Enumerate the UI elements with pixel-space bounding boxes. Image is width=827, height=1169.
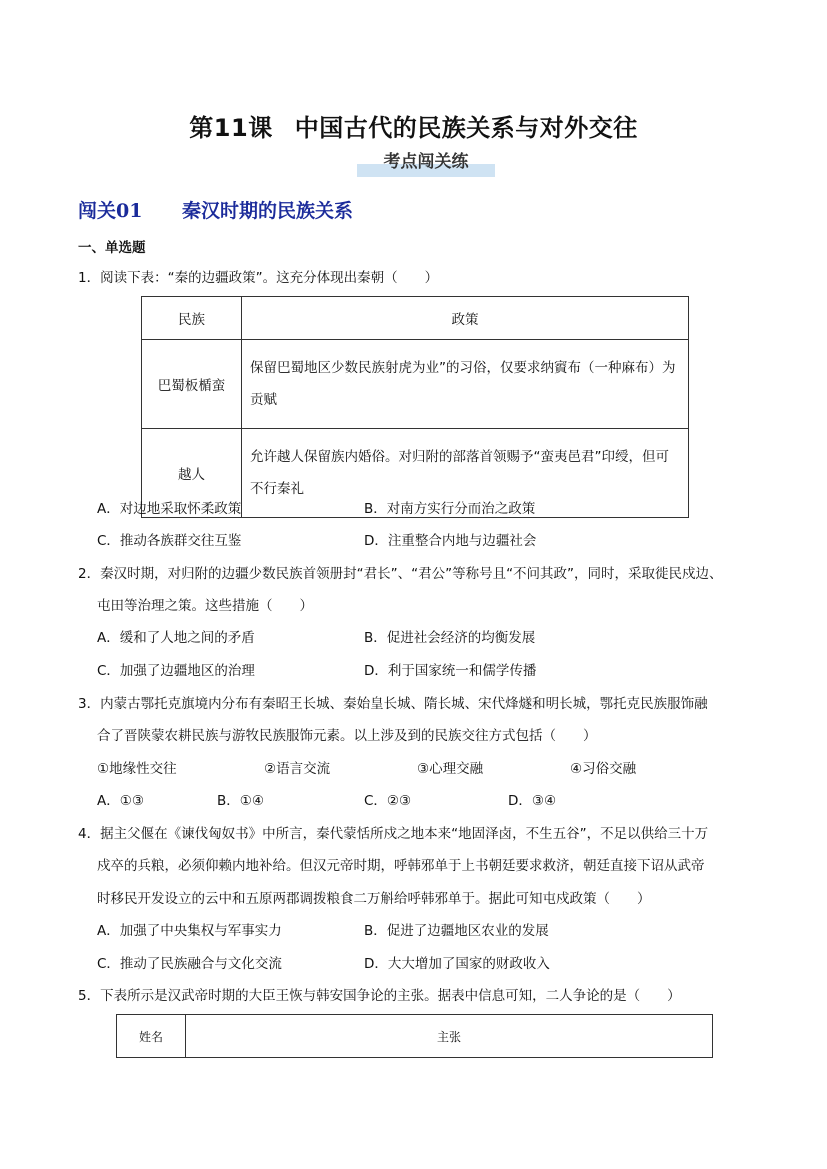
q3-option-a[interactable]: A．①③ (97, 793, 144, 809)
section-number: 闯关01 (78, 200, 143, 222)
subtitle-banner (357, 146, 495, 180)
q2-option-c[interactable]: C．加强了边疆地区的治理 (97, 663, 255, 679)
q3-item: ③心理交融 (417, 761, 484, 777)
table-header-cell: 民族 (142, 297, 242, 340)
q4-option-a[interactable]: A．加强了中央集权与军事实力 (97, 923, 282, 939)
q4-option-c[interactable]: C．推动了民族融合与文化交流 (97, 956, 282, 972)
q4-stem-line: 4．据主父偃在《谏伐匈奴书》中所言，秦代蒙恬所戍之地本来“地固泽卤，不生五谷”，不足以供给三十万 (78, 826, 709, 842)
section-heading (78, 196, 353, 223)
q1-option-a[interactable]: A．对边地采取怀柔政策 (97, 501, 242, 517)
table-cell-people: 巴蜀板楯蛮 (142, 340, 242, 429)
table-cell-policy: 保留巴蜀地区少数民族射虎为业”的习俗，仅要求纳賨布（一种麻布）为贡赋 (242, 340, 689, 429)
q5-table (116, 1014, 713, 1058)
table-header-row (117, 1015, 713, 1058)
q4-stem-line: 戍卒的兵粮，必须仰赖内地补给。但汉元帝时期，呼韩邪单于上书朝廷要求救济，朝廷直接下诏从武帝 (97, 858, 705, 874)
q1-stem: 1．阅读下表：“秦的边疆政策”。这充分体现出秦朝（ ） (78, 270, 439, 286)
q5-stem: 5．下表所示是汉武帝时期的大臣王恢与韩安国争论的主张。据表中信息可知，二人争论的是（ ） (78, 988, 681, 1004)
section-title: 秦汉时期的民族关系 (182, 200, 354, 222)
q1-option-c[interactable]: C．推动各族群交往互鉴 (97, 533, 242, 549)
table-cell-policy: 允许越人保留族内婚俗。对归附的部落首领赐予“蛮夷邑君”印绶，但可不行秦礼 (242, 429, 689, 518)
lesson-label: 第11课 (189, 114, 273, 142)
q3-stem-line: 3．内蒙古鄂托克旗境内分布有秦昭王长城、秦始皇长城、隋长城、宋代烽燧和明长城，鄂托克民族服饰融 (78, 696, 708, 712)
q1-option-d[interactable]: D．注重整合内地与边疆社会 (364, 533, 537, 549)
q2-option-b[interactable]: B．促进社会经济的均衡发展 (364, 630, 536, 646)
table-header-cell: 政策 (242, 297, 689, 340)
q3-item: ④习俗交融 (570, 761, 637, 777)
q3-stem-line: 合了晋陕蒙农耕民族与游牧民族服饰元素。以上涉及到的民族交往方式包括（ ） (97, 728, 597, 744)
q2-stem-line: 屯田等治理之策。这些措施（ ） (97, 598, 313, 614)
subtitle: 考点闯关练 (383, 152, 469, 172)
q2-option-a[interactable]: A．缓和了人地之间的矛盾 (97, 630, 255, 646)
q3-option-d[interactable]: D．③④ (508, 793, 557, 809)
table-header-cell: 主张 (186, 1015, 713, 1058)
table-header-cell: 姓名 (117, 1015, 186, 1058)
lesson-title: 中国古代的民族关系与对外交往 (294, 114, 638, 142)
q3-option-b[interactable]: B．①④ (217, 793, 264, 809)
q3-item: ②语言交流 (264, 761, 331, 777)
q3-option-c[interactable]: C．②③ (364, 793, 412, 809)
part-heading: 一、单选题 (78, 240, 146, 256)
table-cell-people: 越人 (142, 429, 242, 518)
q1-table (141, 296, 689, 518)
q2-option-d[interactable]: D．利于国家统一和儒学传播 (364, 663, 537, 679)
page-title (0, 108, 827, 143)
q4-option-d[interactable]: D．大大增加了国家的财政收入 (364, 956, 550, 972)
table-row (142, 340, 689, 429)
q3-item: ①地缘性交往 (97, 761, 177, 777)
q1-option-b[interactable]: B．对南方实行分而治之政策 (364, 501, 536, 517)
table-header-row (142, 297, 689, 340)
q4-option-b[interactable]: B．促进了边疆地区农业的发展 (364, 923, 549, 939)
q4-stem-line: 时移民开发设立的云中和五原两郡调拨粮食二万斛给呼韩邪单于。据此可知屯戍政策（ ） (97, 891, 651, 907)
q2-stem-line: 2．秦汉时期，对归附的边疆少数民族首领册封“君长”、“君公”等称号且“不问其政”，同时，采取徙民戍边、 (78, 566, 723, 582)
